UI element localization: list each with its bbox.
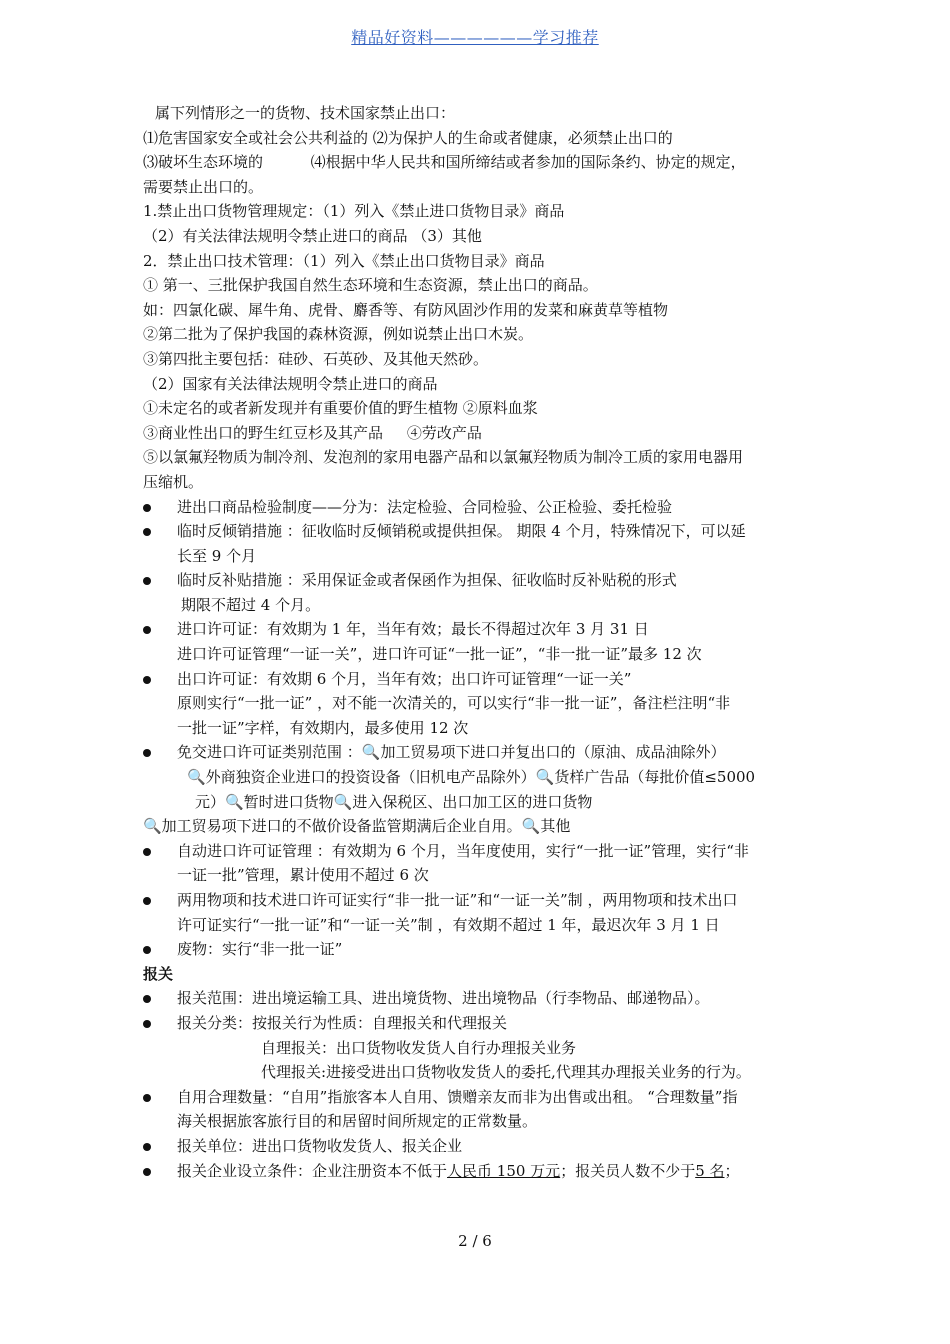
bullet-text: 一批一证”字样，有效期内，最多使用 12 次 — [177, 718, 469, 737]
bullet-dot-icon — [143, 848, 151, 856]
bullet-text: 期限不超过 4 个月。 — [181, 595, 321, 614]
bullet-dot-icon — [143, 1094, 151, 1102]
bullet-text: 原则实行“一批一证” ，对不能一次清关的，可以实行“非一批一证”，备注栏注明“非 — [177, 694, 731, 713]
intro-line: 压缩机。 — [143, 472, 204, 491]
section-heading: 报关 — [143, 964, 174, 983]
intro-line: 需要禁止出口的。 — [143, 177, 264, 196]
staff-requirement: 5 名 — [695, 1161, 725, 1180]
bullet-text — [177, 1159, 813, 1184]
bullet-text: 出口许可证：有效期 6 个月，当年有效；出口许可证管理“一证一关” — [177, 669, 632, 688]
exemption-line: 🔍加工贸易项下进口的不做价设备监管期满后企业自用。🔍其他 — [143, 817, 571, 836]
header-link[interactable]: 精品好资料——————学习推荐 — [351, 28, 599, 47]
bullet-item — [143, 937, 813, 962]
intro-line: ③第四批主要包括：硅砂、石英砂、及其他天然砂。 — [143, 349, 489, 368]
bullet-dot-icon — [143, 1143, 151, 1151]
intro-line: 如：四氯化碳、犀牛角、虎骨、麝香等、有防风固沙作用的发菜和麻黄草等植物 — [143, 300, 669, 319]
bullet-item — [143, 986, 813, 1011]
bullet-item — [143, 667, 813, 741]
intro-line: ① 第一、三批保护我国自然生态环境和生态资源，禁止出口的商品。 — [143, 276, 598, 295]
bullet-dot-icon — [143, 626, 151, 634]
bullet-text: 代理报关:进接受进出口货物收发货人的委托,代理其办理报关业务的行为。 — [261, 1063, 751, 1082]
bullet-dot-icon — [143, 1020, 151, 1028]
bullet-text: 报关单位：进出口货物收发货人、报关企业 — [177, 1136, 463, 1155]
bullet-item — [143, 740, 813, 814]
bullet-text: 许可证实行“一批一证”和“一证一关”制 ，有效期不超过 1 年，最迟次年 3 月 1 日 — [177, 915, 720, 934]
bullet-item — [143, 1134, 813, 1159]
bullet-text: 免交进口许可证类别范围 ：🔍加工贸易项下进口并复出口的（原油、成品油除外） — [177, 743, 726, 762]
intro-line: 属下列情形之一的货物、技术国家禁止出口： — [155, 104, 456, 122]
intro-line: ③商业性出口的野生红豆杉及其产品 ④劳改产品 — [143, 423, 482, 442]
bullet-item — [143, 568, 813, 617]
page-header — [0, 25, 950, 48]
intro-line: ⑶破坏生态环境的 ⑷根据中华人民共和国所缔结或者参加的国际条约、协定的规定， — [143, 153, 746, 172]
intro-line: ①未定名的或者新发现并有重要价值的野生植物 ②原料血浆 — [143, 399, 538, 418]
capital-requirement: 人民币 150 万元 — [447, 1161, 561, 1180]
intro-line: 1.禁止出口货物管理规定：（1）列入《禁止进口货物目录》商品 — [143, 202, 565, 221]
bullet-item — [143, 1159, 813, 1184]
document-body — [143, 101, 813, 1183]
bullet-text: 元）🔍暂时进口货物🔍进入保税区、出口加工区的进口货物 — [195, 792, 593, 811]
bullet-dot-icon — [143, 577, 151, 585]
intro-line: ②第二批为了保护我国的森林资源，例如说禁止出口木炭。 — [143, 325, 534, 344]
intro-line: （2）有关法律法规明令禁止进口的商品 （3）其他 — [143, 226, 482, 245]
bullet-item — [143, 617, 813, 666]
bullet-text: 进口许可证：有效期为 1 年，当年有效；最长不得超过次年 3 月 31 日 — [177, 620, 649, 639]
bullet-item — [143, 495, 813, 520]
bullet-text: 自理报关：出口货物收发货人自行办理报关业务 — [261, 1038, 577, 1057]
text-run: 报关企业设立条件：企业注册资本不低于 — [177, 1161, 448, 1180]
bullet-text: 临时反补贴措施 ：采用保证金或者保函作为担保、征收临时反补贴税的形式 — [177, 571, 677, 590]
bullet-text: 🔍外商独资企业进口的投资设备（旧机电产品除外）🔍货样广告品（每批价值≤5000 — [187, 768, 756, 787]
intro-line: ⑤以氯氟羟物质为制冷剂、发泡剂的家用电器产品和以氯氟羟物质为制冷工质的家用电器用 — [143, 448, 744, 467]
bullet-text: 报关范围：进出境运输工具、进出境货物、进出境物品（行李物品、邮递物品）。 — [177, 989, 710, 1008]
intro-line: ⑴危害国家安全或社会公共利益的 ⑵为保护人的生命或者健康，必须禁止出口的 — [143, 128, 673, 147]
text-run: ；报关员人数不少于 — [560, 1161, 696, 1180]
bullet-dot-icon — [143, 995, 151, 1003]
bullet-text: 进出口商品检验制度——分为：法定检验、合同检验、公正检验、委托检验 — [177, 497, 673, 516]
bullet-dot-icon — [143, 897, 151, 905]
text-run: ； — [724, 1161, 740, 1180]
bullet-dot-icon — [143, 1168, 151, 1176]
intro-line: 2．禁止出口技术管理：（1）列入《禁止出口货物目录》商品 — [143, 251, 545, 270]
bullet-dot-icon — [143, 676, 151, 684]
bullet-text: 废物：实行“非一批一证” — [177, 940, 343, 959]
bullet-text: 临时反倾销措施 ：征收临时反倾销税或提供担保。 期限 4 个月，特殊情况下，可以延 — [177, 522, 746, 541]
bullet-text: 报关分类：按报关行为性质：自理报关和代理报关 — [177, 1013, 508, 1032]
bullet-text: 两用物项和技术进口许可证实行“非一批一证”和“一证一关”制 ，两用物项和技术出口 — [177, 891, 738, 909]
bullet-text: 海关根据旅客旅行目的和居留时间所规定的正常数量。 — [177, 1112, 538, 1131]
page-number: 2 / 6 — [458, 1232, 492, 1250]
bullet-dot-icon — [143, 749, 151, 757]
bullet-dot-icon — [143, 946, 151, 954]
bullet-item — [143, 888, 813, 937]
bullet-item — [143, 519, 813, 568]
bullet-dot-icon — [143, 528, 151, 536]
bullet-text: 长至 9 个月 — [177, 546, 257, 565]
bullet-dot-icon — [143, 504, 151, 512]
bullet-item — [143, 1085, 813, 1134]
bullet-text: 自用合理数量：“自用”指旅客本人自用、馈赠亲友而非为出售或出租。 “合理数量”指 — [177, 1087, 738, 1106]
bullet-item — [143, 1011, 813, 1085]
bullet-text: 自动进口许可证管理 ：有效期为 6 个月，当年度使用，实行“一批一证”管理，实行“非 — [177, 841, 749, 860]
bullet-text: 一证一批”管理，累计使用不超过 6 次 — [177, 866, 429, 885]
bullet-text: 进口许可证管理“一证一关”，进口许可证“一批一证”，“非一批一证”最多 12 次 — [177, 645, 702, 664]
bullet-item — [143, 839, 813, 888]
intro-line: （2）国家有关法律法规明令禁止进口的商品 — [143, 374, 438, 393]
